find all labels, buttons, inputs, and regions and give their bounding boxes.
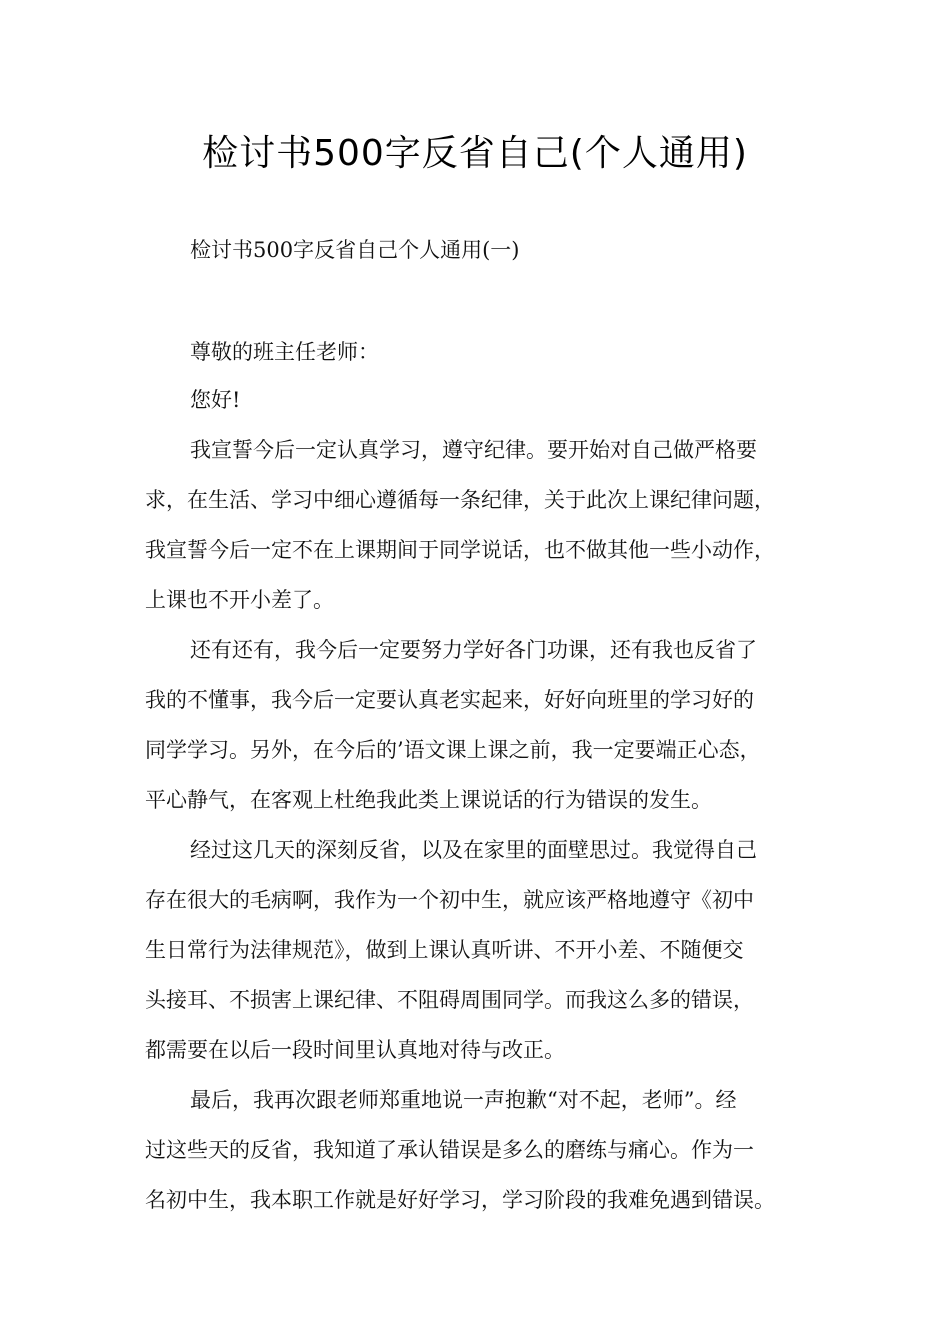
paragraph-line: 我宣誓今后一定不在上课期间于同学说话，也不做其他一些小动作，	[145, 538, 775, 562]
paragraph-line: 我宣誓今后一定认真学习，遵守纪律。要开始对自己做严格要	[190, 438, 757, 462]
document-title: 检讨书500字反省自己(个人通用)	[202, 133, 748, 174]
paragraph-line: 生日常行为法律规范》，做到上课认真听讲、不开小差、不随便交	[145, 938, 744, 962]
paragraph-3	[145, 832, 825, 1082]
body-text	[145, 432, 825, 1232]
document-subtitle: 检讨书500字反省自己个人通用(一)	[190, 238, 520, 262]
paragraph-line: 同学学习。另外，在今后的’语文课上课之前，我一定要端正心态，	[145, 738, 761, 762]
paragraph-line: 经过这几天的深刻反省，以及在家里的面壁思过。我觉得自己	[190, 838, 757, 862]
paragraph-line: 名初中生，我本职工作就是好好学习，学习阶段的我难免遇到错误。	[145, 1188, 775, 1212]
paragraph-line: 过这些天的反省，我知道了承认错误是多么的磨练与痛心。作为一	[145, 1138, 754, 1162]
paragraph-line: 上课也不开小差了。	[145, 588, 334, 612]
paragraph-2	[145, 632, 825, 832]
paragraph-line: 都需要在以后一段时间里认真地对待与改正。	[145, 1038, 565, 1062]
salutation: 尊敬的班主任老师：	[190, 340, 379, 364]
paragraph-1	[145, 432, 825, 632]
paragraph-4	[145, 1082, 825, 1232]
paragraph-line: 还有还有，我今后一定要努力学好各门功课，还有我也反省了	[190, 638, 757, 662]
paragraph-line: 求，在生活、学习中细心遵循每一条纪律，关于此次上课纪律问题，	[145, 488, 775, 512]
paragraph-line: 我的不懂事，我今后一定要认真老实起来，好好向班里的学习好的	[145, 688, 754, 712]
paragraph-line: 平心静气，在客观上杜绝我此类上课说话的行为错误的发生。	[145, 788, 712, 812]
paragraph-line: 头接耳、不损害上课纪律、不阻碍周围同学。而我这么多的错误，	[145, 988, 754, 1012]
paragraph-line: 最后，我再次跟老师郑重地说一声抱歉“对不起，老师”。经	[190, 1088, 737, 1112]
greeting-hello: 您好!	[190, 388, 241, 412]
paragraph-line: 存在很大的毛病啊，我作为一个初中生，就应该严格地遵守《初中	[145, 888, 754, 912]
